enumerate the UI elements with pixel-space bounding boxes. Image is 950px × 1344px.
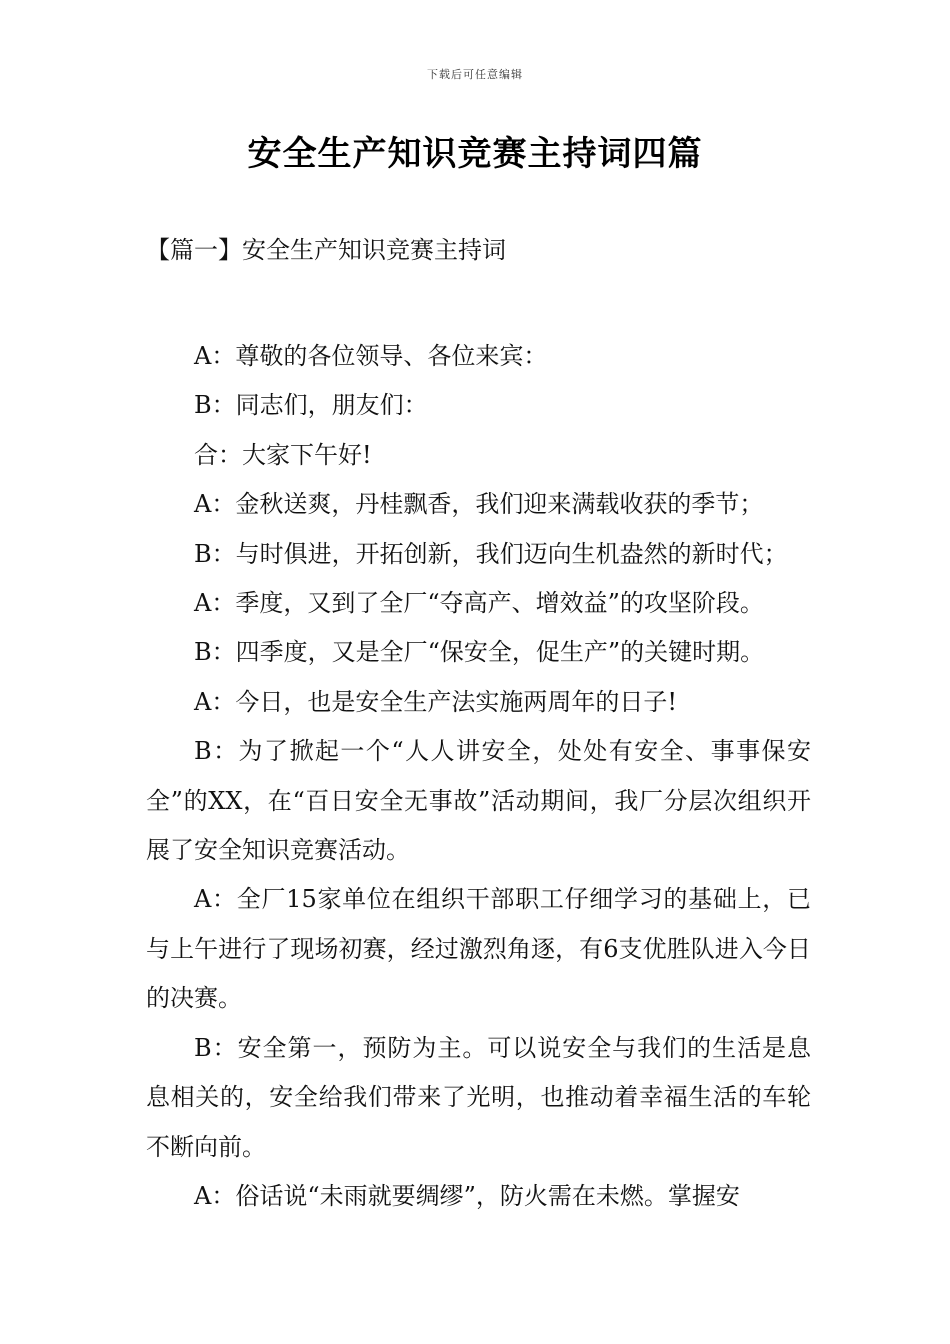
dialogue-paragraph: B：四季度，又是全厂“保安全，促生产”的关键时期。 <box>194 638 765 667</box>
document-title: 安全生产知识竞赛主持词四篇 <box>247 134 703 174</box>
dialogue-paragraph: B：同志们，朋友们： <box>194 391 428 420</box>
dialogue-paragraph: A：季度，又到了全厂“夺高产、增效益”的攻坚阶段。 <box>194 589 764 618</box>
section-heading: 【篇一】安全生产知识竞赛主持词 <box>146 236 506 264</box>
dialogue-paragraph: B：与时俱进，开拓创新，我们迈向生机盎然的新时代； <box>194 539 788 568</box>
dialogue-paragraph: A：今日，也是安全生产法实施两周年的日子! <box>194 687 677 716</box>
dialogue-paragraph: A：俗话说“未雨就要绸缪”，防火需在未燃。掌握安 <box>194 1181 740 1210</box>
header-note: 下载后可任意编辑 <box>427 68 523 81</box>
dialogue-paragraph: A：尊敬的各位领导、各位来宾： <box>194 342 548 370</box>
dialogue-paragraph: B：为了掀起一个“人人讲安全，处处有安全、事事保安全”的XX，在“百日安全无事故”活动期间，我厂分层次组织开展了安全知识竞赛活动。 <box>146 737 811 865</box>
dialogue-paragraph: B：安全第一，预防为主。可以说安全与我们的生活是息息相关的，安全给我们带来了光明，也推动着幸福生活的车轮不断向前。 <box>146 1033 811 1161</box>
dialogue-paragraph: 合：大家下午好! <box>194 440 372 469</box>
document-body <box>146 332 811 1221</box>
dialogue-paragraph: A：金秋送爽，丹桂飘香，我们迎来满载收获的季节； <box>194 490 764 519</box>
dialogue-paragraph: A：全厂15家单位在组织干部职工仔细学习的基础上，已与上午进行了现场初赛，经过激烈角逐，有6支优胜队进入今日的决赛。 <box>146 885 811 1013</box>
